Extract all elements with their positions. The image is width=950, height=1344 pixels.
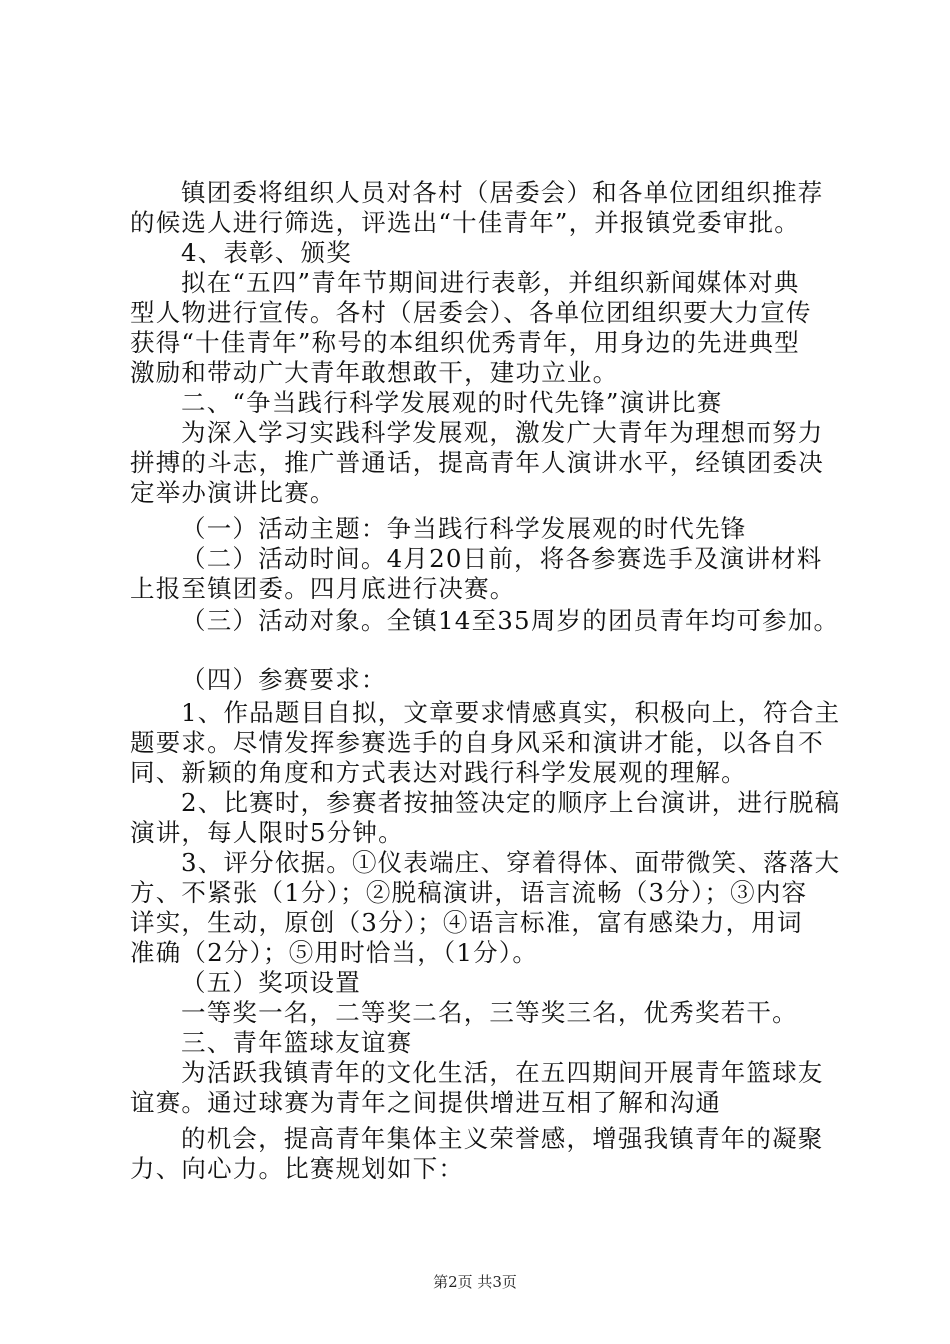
subsection-heading: （一）活动主题：争当践行科学发展观的时代先锋 <box>181 514 747 543</box>
body-text-line: 获得“十佳青年”称号的本组织优秀青年，用身边的先进典型 <box>130 328 800 357</box>
body-text-line: 定举办演讲比赛。 <box>130 478 336 507</box>
body-text-line: （二）活动时间。4月20日前，将各参赛选手及演讲材料 <box>181 544 823 573</box>
body-text-line: 一等奖一名，二等奖二名，三等奖三名，优秀奖若干。 <box>181 998 798 1027</box>
body-text-line: 2、比赛时，参赛者按抽签决定的顺序上台演讲，进行脱稿 <box>181 788 841 817</box>
section-heading: 4、表彰、颁奖 <box>181 238 352 267</box>
body-text-line: 方、不紧张（1分）；②脱稿演讲，语言流畅（3分）；③内容 <box>130 878 808 907</box>
body-text-line: 的候选人进行筛选，评选出“十佳青年”，并报镇党委审批。 <box>130 208 800 237</box>
body-text-line: 准确（2分）；⑤用时恰当，（1分）。 <box>130 938 539 967</box>
body-text-line: 同、新颖的角度和方式表达对践行科学发展观的理解。 <box>130 758 747 787</box>
subsection-heading: （五）奖项设置 <box>181 968 361 997</box>
body-text-line: 演讲，每人限时5分钟。 <box>130 818 404 847</box>
body-text-line: （三）活动对象。全镇14至35周岁的团员青年均可参加。 <box>181 606 840 635</box>
body-text-line: 为深入学习实践科学发展观，激发广大青年为理想而努力 <box>181 418 824 447</box>
body-text-line: 型人物进行宣传。各村（居委会）、各单位团组织要大力宣传 <box>130 298 812 327</box>
body-text-line: 的机会，提高青年集体主义荣誉感，增强我镇青年的凝聚 <box>181 1124 824 1153</box>
body-text-line: 题要求。尽情发挥参赛选手的自身风采和演讲才能，以各自不 <box>130 728 824 757</box>
page-number-footer: 第2页 共3页 <box>433 1273 517 1291</box>
body-text-line: 拟在“五四”青年节期间进行表彰，并组织新闻媒体对典 <box>181 268 800 297</box>
body-text-line: 3、评分依据。①仪表端庄、穿着得体、面带微笑、落落大 <box>181 848 841 877</box>
body-text-line: 上报至镇团委。四月底进行决赛。 <box>130 574 516 603</box>
subsection-heading: （四）参赛要求： <box>181 665 387 694</box>
body-text-line: 镇团委将组织人员对各村（居委会）和各单位团组织推荐 <box>181 178 824 207</box>
body-text-line: 激励和带动广大青年敢想敢干，建功立业。 <box>130 358 619 387</box>
body-text-line: 为活跃我镇青年的文化生活，在五四期间开展青年篮球友 <box>181 1058 824 1087</box>
body-text-line: 详实，生动，原创（3分）；④语言标准，富有感染力，用词 <box>130 908 803 937</box>
body-text-line: 谊赛。通过球赛为青年之间提供增进互相了解和沟通 <box>130 1088 722 1117</box>
body-text-line: 1、作品题目自拟，文章要求情感真实，积极向上，符合主 <box>181 698 841 727</box>
body-text-line: 力、向心力。比赛规划如下： <box>130 1154 465 1183</box>
section-heading: 三、青年篮球友谊赛 <box>181 1028 413 1057</box>
body-text-line: 拼搏的斗志，推广普通话，提高青年人演讲水平，经镇团委决 <box>130 448 824 477</box>
section-heading: 二、“争当践行科学发展观的时代先锋”演讲比赛 <box>181 388 723 417</box>
